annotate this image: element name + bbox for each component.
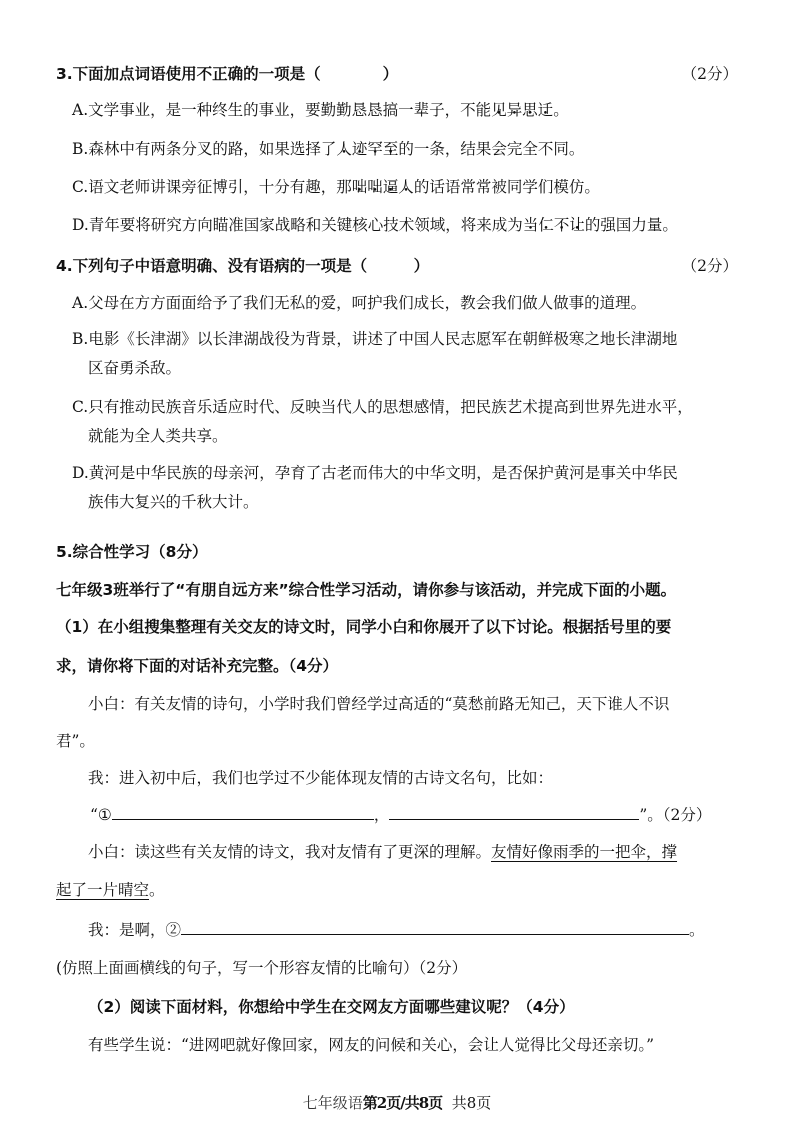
dialog-xiaobai-1-line1: 小白：有关友情的诗句，小学时我们曾经学过高适的“莫愁前路无知己，天下谁人不识 bbox=[88, 695, 670, 713]
q3-option-d-dotted bbox=[523, 216, 585, 234]
q3-option-a bbox=[72, 98, 569, 122]
q3-option-d-end: 的强国力量。 bbox=[584, 216, 678, 234]
q4-option-a: A.父母在方方面面给予了我们无私的爱，呵护我们成长，教会我们做人做事的道理。 bbox=[72, 294, 647, 312]
q3-option-a-dotted bbox=[491, 101, 553, 119]
footer-prefix: 七年级语 bbox=[302, 1094, 363, 1112]
footer-page-number: 第2页/共8页 bbox=[362, 1094, 443, 1112]
dialog-xiaobai-2-text: 小白：读这些有关友情的诗文，我对友情有了更深的理解。 bbox=[88, 843, 492, 861]
emphasis-dot-char: 不 • bbox=[554, 213, 570, 237]
fill-blank-1-comma: ， bbox=[373, 806, 390, 824]
emphasis-dot-char: 见 • bbox=[491, 98, 507, 122]
q5-part1-line2: 求，请你将下面的对话补充完整。（4分） bbox=[56, 657, 339, 675]
q3-option-a-end: 。 bbox=[553, 101, 569, 119]
answer-blank-2[interactable] bbox=[181, 918, 689, 935]
emphasis-dot-char: 让 • bbox=[569, 213, 585, 237]
q5-title: 5.综合性学习（8分） bbox=[56, 543, 208, 561]
q3-option-c bbox=[72, 175, 600, 199]
dialog-me-1: 我：进入初中后，我们也学过不少能体现友情的古诗文名句，比如： bbox=[88, 769, 554, 787]
dialog-me-2-end: 。 bbox=[689, 921, 705, 939]
dialog-xiaobai-2-line1 bbox=[88, 840, 677, 864]
q3-option-b-text: B.森林中有两条分叉的路，如果选择了 bbox=[72, 140, 337, 158]
q5-part1-line1: （1）在小组搜集整理有关交友的诗文时，同学小白和你展开了以下讨论。根据括号里的要 bbox=[56, 618, 672, 636]
underlined-metaphor-part2: 起了一片晴空 bbox=[56, 881, 150, 899]
answer-blank-1b[interactable] bbox=[389, 803, 639, 820]
q3-option-a-text: A.文学事业，是一种终生的事业，要勤勤恳恳搞一辈子，不能 bbox=[72, 101, 492, 119]
emphasis-dot-char: 咄 • bbox=[352, 175, 368, 199]
emphasis-dot-char: 仁 • bbox=[538, 213, 554, 237]
q3-score: （2分） bbox=[681, 65, 738, 83]
q4-option-b-line2: 区奋勇杀敌。 bbox=[88, 359, 182, 377]
q3-option-c-end: 的话语常常被同学们模仿。 bbox=[413, 178, 600, 196]
dialog-xiaobai-2-line2 bbox=[56, 878, 165, 902]
emphasis-dot-char: 逼 • bbox=[383, 175, 399, 199]
q4-option-d-line1: D.黄河是中华民族的母亲河，孕育了古老而伟大的中华文明，是否保护黄河是事关中华民 bbox=[72, 464, 678, 482]
fill-blank-1-close: ”。（2分） bbox=[639, 806, 712, 824]
answer-blank-1a[interactable] bbox=[112, 803, 374, 820]
emphasis-dot-char: 迁 • bbox=[538, 98, 554, 122]
underlined-metaphor-part1: 友情好像雨季的一把伞，撑 bbox=[491, 843, 678, 861]
fill-blank-1-row bbox=[90, 803, 711, 827]
q3-option-d bbox=[72, 213, 678, 237]
q4-option-c-line1: C.只有推动民族音乐适应时代、反映当代人的思想感情，把民族艺术提高到世界先进水平， bbox=[72, 398, 693, 416]
q4-score: （2分） bbox=[681, 257, 738, 275]
emphasis-dot-char: 咄 • bbox=[367, 175, 383, 199]
emphasis-dot-char: 思 • bbox=[522, 98, 538, 122]
emphasis-dot-char: 迹 • bbox=[352, 137, 368, 161]
fill-blank-1-open: “① bbox=[90, 806, 112, 824]
q5-intro: 七年级3班举行了“有朋自远方来”综合性学习活动，请你参与该活动，并完成下面的小题。 bbox=[56, 581, 677, 599]
q5-hint: (仿照上面画横线的句子，写一个形容友情的比喻句）（2分） bbox=[56, 959, 468, 977]
dialog-xiaobai-2-end: 。 bbox=[149, 881, 165, 899]
q5-part2: （2）阅读下面材料，你想给中学生在交网友方面哪些建议呢？（4分） bbox=[88, 998, 575, 1016]
q3-option-c-dotted bbox=[352, 178, 414, 196]
emphasis-dot-char: 当 • bbox=[523, 213, 539, 237]
emphasis-dot-char: 罕 • bbox=[367, 137, 383, 161]
emphasis-dot-char: 人 • bbox=[398, 175, 414, 199]
emphasis-dot-char: 异 • bbox=[507, 98, 523, 122]
q3-option-d-text: D.青年要将研究方向瞄准国家战略和关键核心技术领域，将来成为 bbox=[72, 216, 523, 234]
q5-material: 有些学生说：“进网吧就好像回家，网友的问候和关心，会让人觉得比父母还亲切。” bbox=[88, 1036, 655, 1054]
q3-stem: 3.下面加点词语使用不正确的一项是（ ） bbox=[56, 65, 399, 83]
q4-stem: 4.下列句子中语意明确、没有语病的一项是（ ） bbox=[56, 257, 430, 275]
dialog-xiaobai-1-line2: 君”。 bbox=[56, 732, 95, 750]
q4-option-b-line1: B.电影《长津湖》以长津湖战役为背景，讲述了中国人民志愿军在朝鲜极寒之地长津湖地 bbox=[72, 330, 678, 348]
emphasis-dot-char: 至 • bbox=[383, 137, 399, 161]
dialog-me-2 bbox=[88, 918, 705, 942]
q4-option-d-line2: 族伟大复兴的千秋大计。 bbox=[88, 493, 259, 511]
footer-total: 共8页 bbox=[451, 1094, 492, 1112]
q4-option-c-line2: 就能为全人类共享。 bbox=[88, 427, 228, 445]
emphasis-dot-char: 人 • bbox=[336, 137, 352, 161]
q3-option-b bbox=[72, 137, 584, 161]
q3-option-c-text: C.语文老师讲课旁征博引，十分有趣，那 bbox=[72, 178, 352, 196]
q3-option-b-end: 的一条，结果会完全不同。 bbox=[398, 140, 585, 158]
q3-option-b-dotted bbox=[336, 140, 398, 158]
dialog-me-2-text: 我：是啊，② bbox=[88, 921, 182, 939]
page-footer bbox=[0, 1092, 794, 1113]
